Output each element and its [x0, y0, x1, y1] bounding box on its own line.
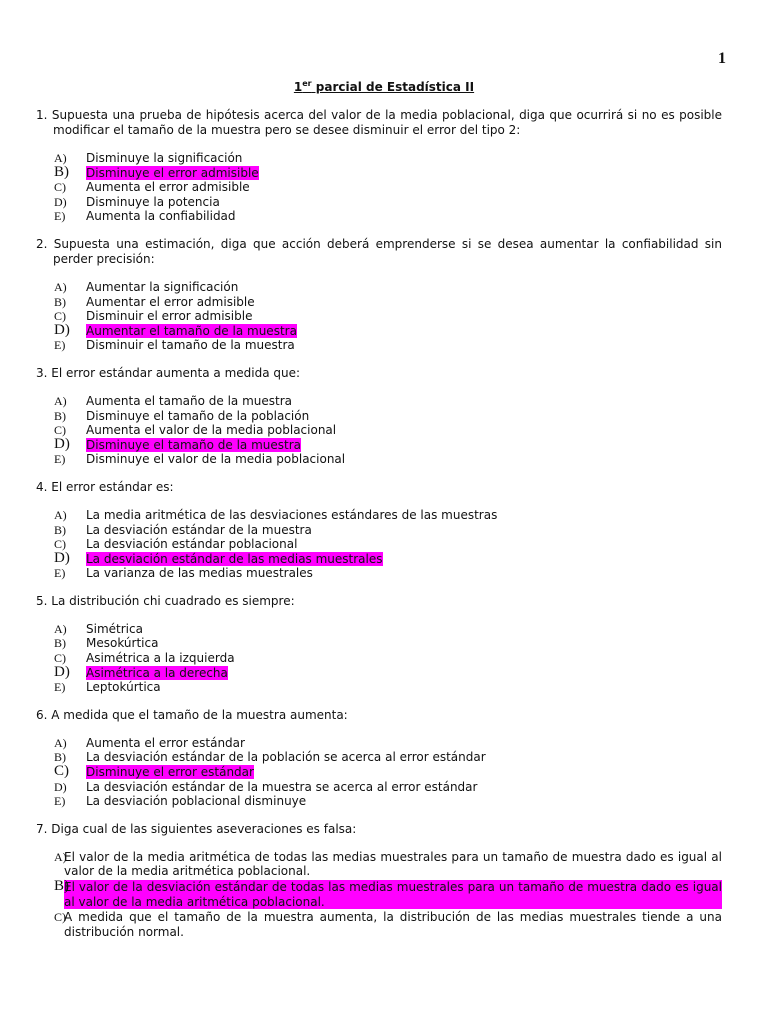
option-text: Aumenta el error estándar [86, 735, 245, 750]
highlighted-answer: Disminuye el error admisible [86, 165, 259, 180]
option-c [36, 910, 722, 939]
option-text: Asimétrica a la izquierda [86, 651, 235, 666]
option-c [36, 180, 722, 195]
highlighted-answer: Disminuye el tamaño de la muestra [86, 437, 301, 452]
highlighted-answer: La desviación estándar de las medias muestrales [86, 551, 383, 566]
option-letter: A) [54, 621, 67, 636]
option-letter: B) [54, 750, 66, 765]
option-letter: E) [54, 452, 66, 467]
highlighted-answer: Aumentar el tamaño de la muestra [86, 323, 297, 338]
option-c [36, 651, 722, 666]
title-superscript: er [302, 79, 312, 88]
highlighted-answer: El valor de la desviación estándar de todas las medias muestrales para un tamaño de muestra dado es igual al valor de la media aritmética poblacional. [64, 880, 722, 909]
option-text: Aumenta el error admisible [86, 180, 250, 195]
question-text [36, 822, 722, 837]
option-letter: A) [54, 151, 67, 165]
option-text: La desviación estándar de la muestra se acerca al error estándar [86, 779, 478, 794]
option-text: Aumenta el valor de la media poblacional [86, 423, 337, 438]
question-body: Supuesta una prueba de hipótesis acerca del valor de la media poblacional, diga que ocurrirá si no es posible modificar el tamaño de la muestra pero se desee disminuir el error del tipo 2: [51, 108, 723, 137]
option-text: Aumenta la confiabilidad [86, 209, 236, 224]
option-letter: E) [54, 566, 66, 581]
question-number: 5. [36, 593, 48, 608]
option-letter: D) [54, 435, 70, 452]
option-letter: A) [54, 393, 67, 408]
option-letter: E) [54, 338, 66, 353]
question-text [36, 480, 722, 495]
option-text: Disminuye el valor de la media poblacional [86, 452, 346, 467]
option-letter: B) [54, 408, 66, 423]
exam-content [36, 108, 722, 952]
option-letter: B) [54, 878, 69, 894]
option-c [36, 309, 722, 324]
option-text: El valor de la media aritmética de todas las medias muestrales para un tamaño de muestra dado es igual al valor de la media aritmética poblacional. [64, 849, 722, 879]
option-c [36, 423, 722, 438]
option-letter: A) [54, 507, 67, 522]
option-c-correct [36, 765, 722, 780]
option-text: Disminuir el tamaño de la muestra [86, 338, 295, 353]
option-text: La desviación estándar de la población se acerca al error estándar [86, 750, 486, 765]
title-main: 1 [293, 80, 303, 94]
option-e [36, 209, 722, 224]
option-a [36, 151, 722, 166]
question-body: A medida que el tamaño de la muestra aumenta: [51, 707, 348, 722]
option-d-correct [36, 549, 722, 567]
option-a [36, 622, 722, 637]
question-7 [36, 822, 722, 940]
option-text: A medida que el tamaño de la muestra aumenta, la distribución de las medias muestrales tiende a una distribución normal. [64, 910, 722, 939]
option-letter: E) [54, 209, 66, 224]
page-number: 1 [718, 50, 726, 67]
option-letter: D) [54, 663, 70, 680]
question-body: La distribución chi cuadrado es siempre: [51, 593, 295, 608]
option-d-correct [36, 321, 722, 339]
option-text: Aumentar el error admisible [86, 294, 255, 309]
options-list [36, 622, 722, 695]
option-b [36, 750, 722, 765]
options-list [36, 736, 722, 809]
option-letter: A) [54, 849, 67, 864]
question-number: 1. [36, 108, 48, 122]
option-letter: E) [54, 680, 66, 695]
option-a [36, 736, 722, 751]
option-e [36, 452, 722, 467]
question-text [36, 108, 722, 138]
option-b-correct [36, 880, 722, 909]
option-b [36, 523, 722, 538]
option-d [36, 195, 722, 210]
question-3 [36, 366, 722, 467]
option-text: Aumenta el tamaño de la muestra [86, 393, 292, 408]
options-list [36, 151, 722, 224]
options-list [36, 280, 722, 353]
option-letter: C) [54, 763, 69, 780]
question-text [36, 366, 722, 381]
option-text: Mesokúrtica [86, 636, 159, 651]
question-text [36, 594, 722, 609]
question-body: Diga cual de las siguientes aseveraciones es falsa: [51, 821, 357, 836]
option-text: Disminuye la significación [86, 151, 243, 165]
question-number: 6. [36, 707, 48, 722]
question-number: 2. [36, 236, 48, 251]
question-body: El error estándar aumenta a medida que: [51, 365, 301, 380]
option-letter: C) [54, 651, 66, 666]
option-text: Disminuir el error admisible [86, 309, 253, 324]
option-b [36, 295, 722, 310]
option-text: La media aritmética de las desviaciones estándares de las muestras [86, 507, 498, 522]
question-number: 3. [36, 365, 48, 380]
option-text: La desviación estándar poblacional [86, 537, 298, 552]
title-rest: parcial de Estadística II [311, 80, 475, 94]
option-letter: B) [54, 522, 66, 537]
option-a [36, 508, 722, 523]
highlighted-answer: Asimétrica a la derecha [86, 665, 228, 680]
question-number: 4. [36, 479, 48, 494]
option-letter: A) [54, 279, 67, 294]
option-text: La desviación poblacional disminuye [86, 794, 307, 809]
question-1 [36, 108, 722, 224]
option-text: Disminuye la potencia [86, 194, 220, 209]
question-body: Supuesta una estimación, diga que acción deberá emprenderse si se desea aumentar la confiabilidad sin perder precisión: [53, 236, 722, 266]
option-d-correct [36, 663, 722, 681]
option-letter: B) [54, 294, 66, 309]
option-letter: B) [54, 636, 66, 651]
option-text: La varianza de las medias muestrales [86, 566, 313, 581]
option-e [36, 794, 722, 809]
option-text: Disminuye el tamaño de la población [86, 408, 310, 423]
option-e [36, 566, 722, 581]
question-2 [36, 237, 722, 353]
option-d [36, 780, 722, 795]
question-6 [36, 708, 722, 809]
option-letter: D) [54, 779, 67, 794]
option-letter: D) [54, 194, 67, 209]
question-4 [36, 480, 722, 581]
options-list [36, 508, 722, 581]
page-title [0, 79, 768, 94]
option-letter: A) [54, 735, 67, 750]
option-text: Simétrica [86, 621, 143, 636]
option-text: Leptokúrtica [86, 680, 161, 695]
option-letter: D) [54, 321, 70, 338]
option-c [36, 537, 722, 552]
option-letter: B) [54, 163, 69, 180]
option-letter: C) [54, 309, 66, 324]
options-list [36, 394, 722, 467]
option-a [36, 394, 722, 409]
question-text [36, 237, 722, 267]
option-letter: D) [54, 549, 70, 566]
options-list [36, 850, 722, 940]
highlighted-answer: Disminuye el error estándar [86, 765, 254, 780]
question-text [36, 708, 722, 723]
question-number: 7. [36, 821, 48, 836]
option-letter: C) [54, 910, 66, 925]
option-b-correct [36, 163, 722, 181]
question-body: El error estándar es: [51, 479, 174, 494]
option-e [36, 338, 722, 353]
option-text: Aumentar la significación [86, 279, 239, 294]
option-letter: E) [54, 794, 66, 809]
option-b [36, 409, 722, 424]
option-text: La desviación estándar de la muestra [86, 522, 312, 537]
option-letter: C) [54, 180, 66, 195]
option-b [36, 636, 722, 651]
option-e [36, 680, 722, 695]
option-letter: C) [54, 423, 66, 438]
option-d-correct [36, 435, 722, 453]
option-letter: C) [54, 537, 66, 552]
question-5 [36, 594, 722, 695]
option-a [36, 280, 722, 295]
option-a [36, 850, 722, 879]
